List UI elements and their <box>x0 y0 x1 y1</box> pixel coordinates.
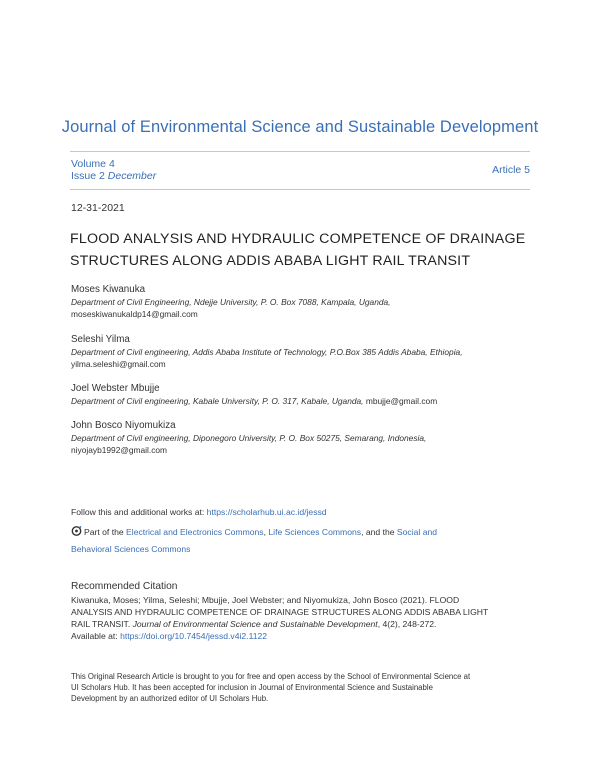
open-access-footer: This Original Research Article is brought to you for free and open access by the School of Environmental Science at UI Scholars Hub. It has been accepted for inclusion in Journal of Environmental Science and Sustainable Development by an authorized editor of UI Scholars Hub. <box>71 672 471 703</box>
paper-title <box>70 228 540 272</box>
part-of-commons: Part of the Electrical and Electronics Commons, Life Sciences Commons, and the Social and Behavioral Sciences Commons <box>71 527 438 554</box>
author-block <box>71 283 541 320</box>
author-block <box>71 333 541 370</box>
author-affiliation: Department of Civil Engineering, Ndejje University, P. O. Box 7088, Kampala, Uganda, <box>71 297 391 307</box>
issue-link[interactable]: Issue 2 <box>71 170 105 182</box>
author-name: John Bosco Niyomukiza <box>71 420 176 431</box>
social-behavioral-commons-link[interactable]: Social and <box>396 527 438 537</box>
author-name: Seleshi Yilma <box>71 334 130 345</box>
recommended-citation-heading: Recommended Citation <box>71 581 178 592</box>
open-access-icon <box>71 525 82 536</box>
author-block <box>71 419 541 456</box>
top-divider <box>70 151 530 152</box>
volume-link[interactable]: Volume 4 <box>71 158 115 170</box>
author-affiliation: Department of Civil engineering, Addis Ababa Institute of Technology, P.O.Box 385 Addis Ababa, Ethiopia, <box>71 347 463 357</box>
social-behavioral-commons-link-cont[interactable]: Behavioral Sciences Commons <box>71 544 191 554</box>
electrical-electronics-commons-link[interactable]: Electrical and Electronics Commons <box>126 527 264 537</box>
bottom-divider <box>70 189 530 190</box>
issue-month-link[interactable]: December <box>107 170 157 182</box>
author-email: yilma.seleshi@gmail.com <box>71 359 166 369</box>
author-name: Moses Kiwanuka <box>71 284 146 295</box>
follow-url-link[interactable]: https://scholarhub.ui.ac.id/jessd <box>206 507 327 517</box>
paper-title-line-2: STRUCTURES ALONG ADDIS ABABA LIGHT RAIL TRANSIT <box>70 253 471 269</box>
recommended-citation-body: Kiwanuka, Moses; Yilma, Seleshi; Mbujje, Joel Webster; and Niyomukiza, John Bosco (2021). FLOOD ANALYSIS AND HYDRAULIC COMPETENCE OF DRAINAGE STRUCTURES ALONG ADDIS ABABA LIGHT RAIL TRANSIT. Journal of Environmental Science and Sustainable Development, 4(2), 248-272. Available at: https://doi.org/10.7454/jessd.v4i2.1122 <box>71 595 489 641</box>
life-sciences-commons-link[interactable]: Life Sciences Commons <box>268 527 362 537</box>
paper-title-line-1: FLOOD ANALYSIS AND HYDRAULIC COMPETENCE OF DRAINAGE <box>70 231 526 247</box>
journal-title-link[interactable]: Journal of Environmental Science and Sustainable Development <box>61 118 539 136</box>
author-affiliation: Department of Civil engineering, Kabale University, P. O. 317, Kabale, Uganda, mbujje@gmail.com <box>71 396 438 406</box>
doi-link[interactable]: https://doi.org/10.7454/jessd.v4i2.1122 <box>120 631 268 641</box>
author-name: Joel Webster Mbujje <box>71 383 160 394</box>
author-email: moseskiwanukaldp14@gmail.com <box>71 309 198 319</box>
author-block <box>71 382 541 407</box>
volume-issue <box>71 158 156 182</box>
article-link[interactable]: Article 5 <box>492 164 530 176</box>
author-email: niyojayb1992@gmail.com <box>71 445 168 455</box>
publication-date: 12-31-2021 <box>71 202 125 214</box>
follow-line: Follow this and additional works at: https://scholarhub.ui.ac.id/jessd <box>71 507 327 517</box>
author-affiliation: Department of Civil engineering, Diponegoro University, P. O. Box 50275, Semarang, Indonesia, <box>71 433 427 443</box>
